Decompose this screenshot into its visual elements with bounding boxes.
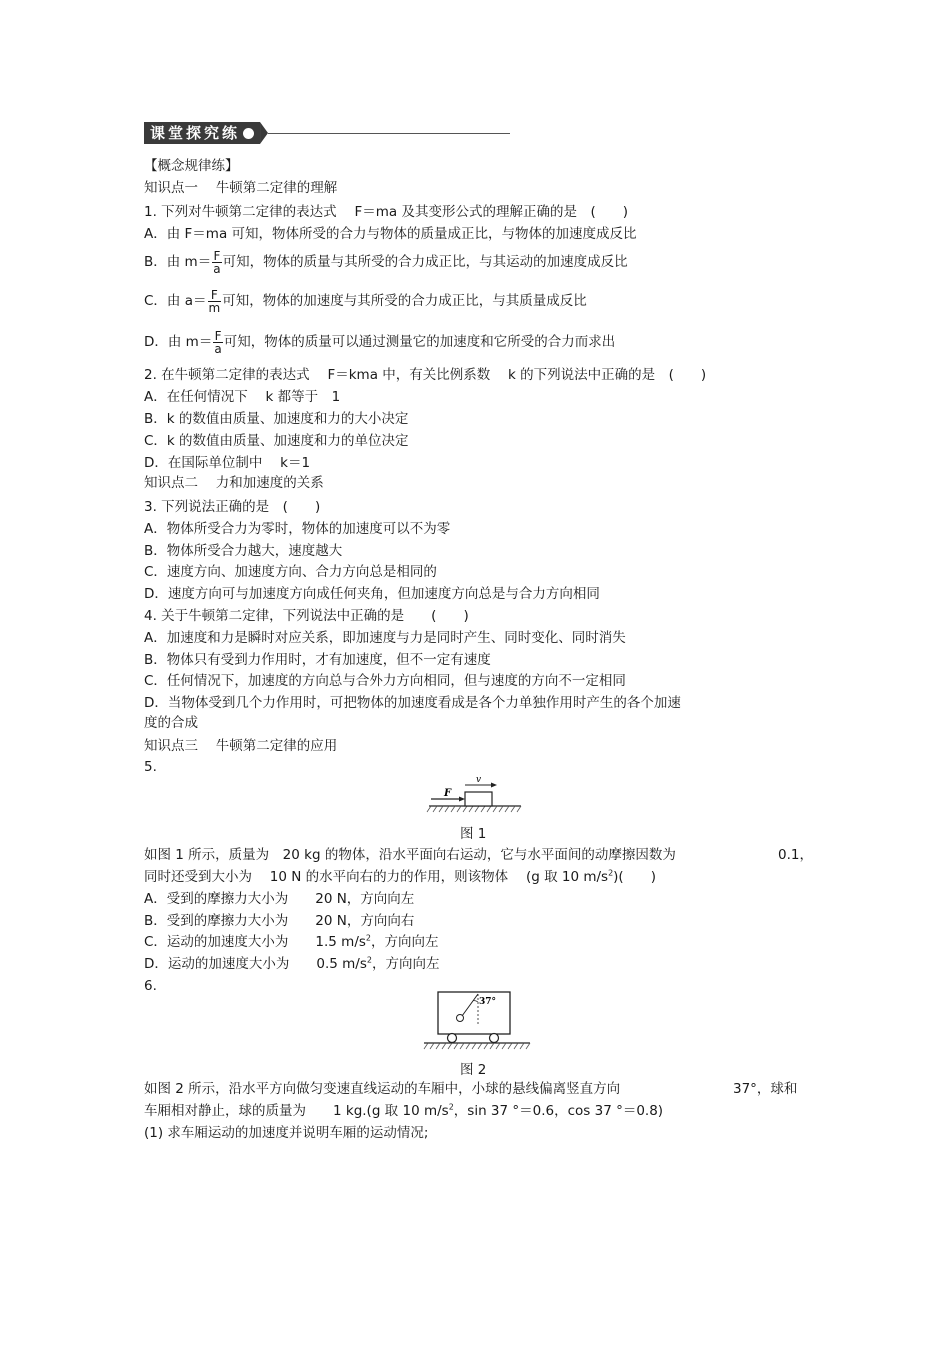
q5-text2-post: )( ) <box>613 869 656 885</box>
q5-text-line1-end: 0.1， <box>778 847 813 863</box>
q5-number: 5. <box>144 759 157 775</box>
q5-d-post: ，方向向左 <box>371 956 440 972</box>
q5-text-line1: 如图 1 所示，质量为 20 kg 的物体，沿水平面向右运动，它与水平面间的动摩擦因数为 <box>144 847 676 863</box>
q2-stem: 2. 在牛顿第二定律的表达式 F＝kma 中，有关比例系数 k 的下列说法中正确的是 ( ) <box>144 367 707 383</box>
q3-option-b: B．物体所受合力越大，速度越大 <box>144 543 343 559</box>
q6-text2-post: ，sin 37 °＝0.6，cos 37 °＝0.8) <box>453 1103 664 1119</box>
q2-option-a: A．在任何情况下 k 都等于 1 <box>144 389 341 405</box>
q1-c-denominator: m <box>208 300 221 315</box>
q6-text-line1-end: 37°，球和 <box>733 1081 798 1097</box>
q5-d-pre: D．运动的加速度大小为 0.5 m/s <box>144 956 367 972</box>
q4-option-a: A．加速度和力是瞬时对应关系，即加速度与力是同时产生、同时变化、同时消失 <box>144 630 626 646</box>
q5-option-a: A．受到的摩擦力大小为 20 N，方向向左 <box>144 891 415 907</box>
figure-1-caption: 图 1 <box>460 826 487 842</box>
q1-b-numerator: F <box>213 248 221 263</box>
banner-title: 课堂探究练 <box>150 124 241 142</box>
figure-2-carriage <box>422 988 532 1052</box>
q1-c-fraction <box>208 289 222 314</box>
q1-b-suffix: 可知，物体的质量与其所受的合力成正比，与其运动的加速度成反比 <box>222 254 628 270</box>
knowledge-point-2: 知识点二 力和加速度的关系 <box>144 475 324 491</box>
wheel-right <box>490 1034 499 1043</box>
q6-subquestion-1: (1) 求车厢运动的加速度并说明车厢的运动情况; <box>144 1125 429 1141</box>
angle-label: 37° <box>479 997 497 1007</box>
q5-c-post: ，方向向左 <box>371 934 439 950</box>
q1-option-d <box>144 325 615 359</box>
q3-option-a: A．物体所受合力为零时，物体的加速度可以不为零 <box>144 521 451 537</box>
q4-option-b: B．物体只有受到力作用时，才有加速度，但不一定有速度 <box>144 652 491 668</box>
figure-2-caption: 图 2 <box>460 1062 487 1078</box>
q5-d-sup: 2 <box>366 955 372 965</box>
q1-c-prefix: C．由 a＝ <box>144 293 207 309</box>
q6-number: 6. <box>144 978 157 994</box>
q4-option-c: C．任何情况下，加速度的方向总与合外力方向相同，但与速度的方向不一定相同 <box>144 673 626 689</box>
q2-option-d: D．在国际单位制中 k＝1 <box>144 455 311 471</box>
q5-option-c <box>144 933 439 951</box>
q4-stem: 4. 关于牛顿第二定律，下列说法中正确的是 ( ) <box>144 608 469 624</box>
q3-option-c: C．速度方向、加速度方向、合力方向总是相同的 <box>144 564 437 580</box>
banner-arrow-icon <box>260 122 268 144</box>
figure-1-block-on-surface <box>425 772 525 816</box>
force-label: F <box>444 788 452 799</box>
section-banner <box>144 121 510 145</box>
q6-text-line2 <box>144 1102 663 1120</box>
q6-text-line1: 如图 2 所示，沿水平方向做匀变速直线运动的车厢中，小球的悬线偏离竖直方向 <box>144 1081 621 1097</box>
q1-d-suffix: 可知，物体的质量可以通过测量它的加速度和它所受的合力而求出 <box>223 334 616 350</box>
q1-stem: 1. 下列对牛顿第二定律的表达式 F＝ma 及其变形公式的理解正确的是 ( ) <box>144 204 628 220</box>
q1-d-numerator: F <box>214 328 222 343</box>
q5-text-line2 <box>144 868 656 886</box>
q2-option-c: C．k 的数值由质量、加速度和力的单位决定 <box>144 433 409 449</box>
q2-option-b: B．k 的数值由质量、加速度和力的大小决定 <box>144 411 409 427</box>
q1-d-denominator: a <box>214 341 222 356</box>
q5-option-b: B．受到的摩擦力大小为 20 N，方向向右 <box>144 913 415 929</box>
q1-option-b <box>144 245 628 279</box>
q5-text2-sup: 2 <box>608 868 614 878</box>
q1-d-fraction <box>213 330 222 355</box>
q1-option-c <box>144 284 587 318</box>
knowledge-point-1: 知识点一 牛顿第二定律的理解 <box>144 180 338 196</box>
q3-stem: 3. 下列说法正确的是 ( ) <box>144 499 321 515</box>
q5-c-pre: C．运动的加速度大小为 1.5 m/s <box>144 934 366 950</box>
q5-c-sup: 2 <box>365 933 372 943</box>
carriage-body <box>438 992 510 1034</box>
velocity-label: v <box>476 775 482 785</box>
q1-option-a: A．由 F＝ma 可知，物体所受的合力与物体的质量成正比，与物体的加速度成反比 <box>144 226 637 242</box>
q1-c-suffix: 可知，物体的加速度与其所受的合力成正比，与其质量成反比 <box>222 293 587 309</box>
wheel-left <box>448 1034 457 1043</box>
banner-rule <box>268 133 510 134</box>
knowledge-point-3: 知识点三 牛顿第二定律的应用 <box>144 738 338 754</box>
q5-text2-pre: 同时还受到大小为 10 N 的水平向右的力的作用，则该物体 (g 取 10 m/s <box>144 869 609 885</box>
bullet-dot-icon <box>243 128 254 139</box>
banner-label <box>144 122 260 144</box>
q1-b-fraction <box>212 250 221 275</box>
q1-b-prefix: B．由 m＝ <box>144 254 212 270</box>
q1-c-numerator: F <box>208 289 222 302</box>
ball <box>457 1015 464 1022</box>
q5-option-d <box>144 955 439 973</box>
block <box>465 792 492 806</box>
q1-d-prefix: D．由 m＝ <box>144 334 213 350</box>
q4-option-d-line2: 度的合成 <box>144 715 198 731</box>
q3-option-d: D．速度方向可与加速度方向成任何夹角，但加速度方向总是与合力方向相同 <box>144 586 600 602</box>
q6-text2-sup: 2 <box>448 1102 454 1112</box>
q4-option-d-line1: D．当物体受到几个力作用时，可把物体的加速度看成是各个力单独作用时产生的各个加速 <box>144 695 681 711</box>
section-label: 【概念规律练】 <box>144 158 239 174</box>
q6-text2-pre: 车厢相对静止，球的质量为 1 kg.(g 取 10 m/s <box>144 1103 449 1119</box>
q1-b-denominator: a <box>213 261 221 276</box>
